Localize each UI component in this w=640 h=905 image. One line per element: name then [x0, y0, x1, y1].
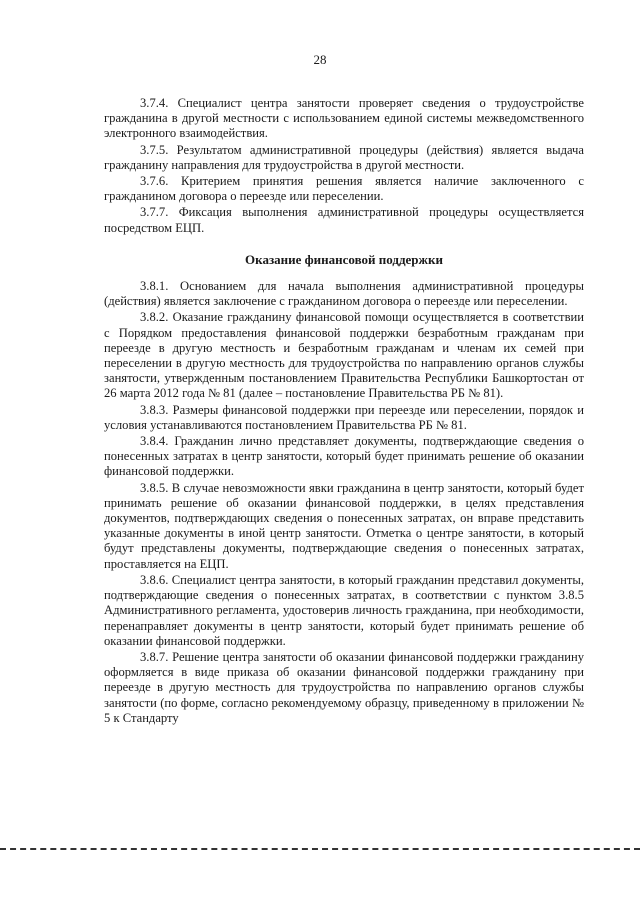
section-heading: Оказание финансовой поддержки [245, 251, 443, 267]
paragraph-3-7-5: 3.7.5. Результатом административной процедуры (действия) является выдача гражданину направления для трудоустройства в другой местности. [104, 142, 584, 172]
paragraph-3-8-6: 3.8.6. Специалист центра занятости, в который гражданин представил документы, подтверждающие сведения о понесенных затратах, в соответствии с пунктом 3.8.5 Административного регламента, удостоверив личность гражданина, при необходимости, перенаправляет документы в центр занятости, который будет принимать решение об оказании финансовой поддержки. [104, 572, 584, 648]
paragraph-3-8-2: 3.8.2. Оказание гражданину финансовой помощи осуществляется в соответствии с Порядком предоставления финансовой поддержки безработным гражданам при переезде в другую местность и безработным гражданам и членам их семей при переселении в другую местность для трудоустройства по направлению органов службы занятости, утвержденным постановлением Правительства Республики Башкортостан от 26 марта 2012 года № 81 (далее – постановление Правительства РБ № 81). [104, 310, 584, 401]
paragraph-3-8-1: 3.8.1. Основанием для начала выполнения административной процедуры (действия) является заключение с гражданином договора о переезде или переселении. [104, 279, 584, 309]
paragraph-3-7-6: 3.7.6. Критерием принятия решения является наличие заключенного с гражданином договора о переезде или переселении. [104, 174, 584, 204]
page-bottom-divider [0, 848, 640, 850]
paragraph-3-8-5: 3.8.5. В случае невозможности явки гражданина в центр занятости, который будет принимать решение об оказании финансовой поддержки, в целях представления документов, подтверждающих сведения о понесенных затратах, он вправе представить указанные документы в иной центр занятости. Отметка о центре занятости, в который будут представлены документы, подтверждающие сведения о понесенных затратах, проставляется на ЕЦП. [104, 480, 584, 571]
page-number: 28 [313, 52, 327, 67]
paragraph-3-8-7: 3.8.7. Решение центра занятости об оказании финансовой поддержки гражданину оформляется в виде приказа об оказании финансовой поддержки гражданину при переезде в другую местность для трудоустройства по направлению органов службы занятости (по форме, согласно рекомендуемому образцу, приведенному в приложении № 5 к Стандарту [104, 649, 584, 725]
paragraph-3-8-3: 3.8.3. Размеры финансовой поддержки при переезде или переселении, порядок и условия устанавливаются постановлением Правительства РБ № 81. [104, 402, 584, 432]
paragraph-3-7-4: 3.7.4. Специалист центра занятости проверяет сведения о трудоустройстве гражданина в другой местности с использованием единой системы межведомственного электронного взаимодействия. [104, 96, 584, 141]
paragraph-3-8-4: 3.8.4. Гражданин лично представляет документы, подтверждающие сведения о понесенных затратах в центр занятости, который будет принимать решение об оказании финансовой поддержки. [104, 434, 584, 479]
paragraph-3-7-7: 3.7.7. Фиксация выполнения административной процедуры осуществляется посредством ЕЦП. [104, 205, 584, 235]
document-body [104, 96, 584, 727]
